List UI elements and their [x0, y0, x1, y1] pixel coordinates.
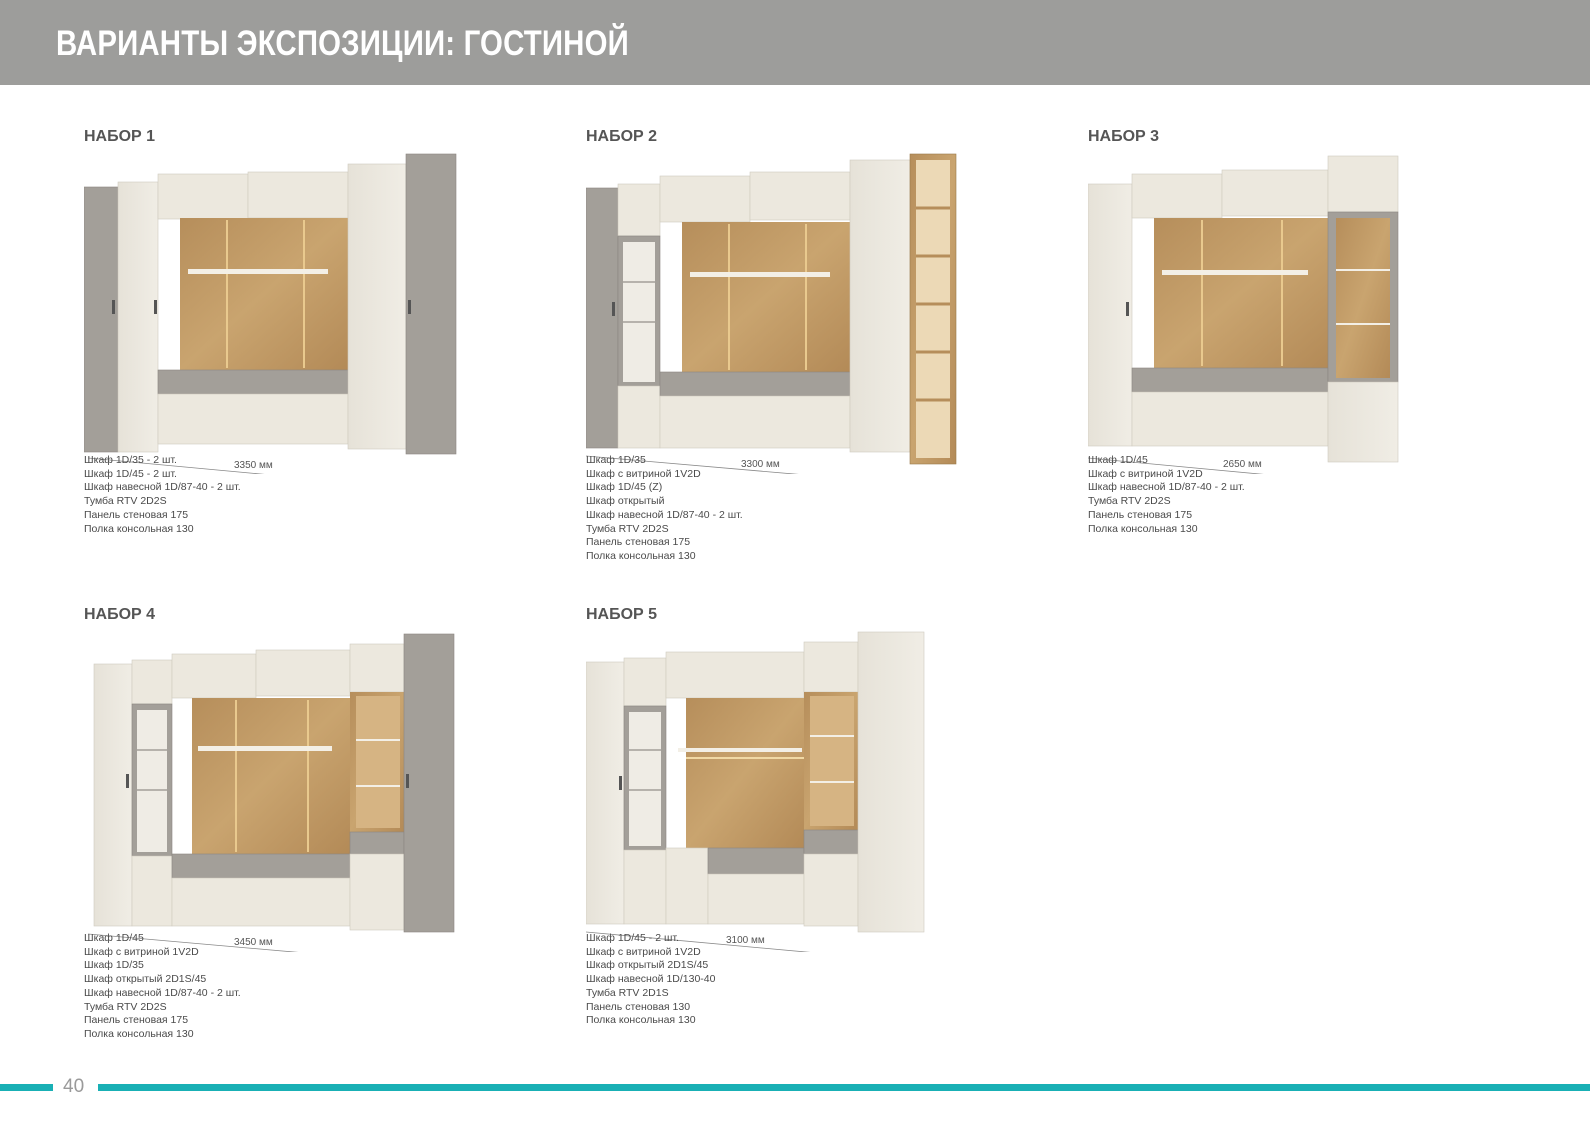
page-header — [0, 0, 1590, 85]
component-list — [586, 932, 716, 1028]
list-item: Тумба RTV 2D2S — [84, 1000, 167, 1013]
list-item: Полка консольная 130 — [84, 522, 194, 535]
dimension-label: 3350 мм — [234, 460, 273, 471]
list-item: Шкаф навесной 1D/87-40 - 2 шт. — [1088, 481, 1245, 494]
list-item: Шкаф навесной 1D/87-40 - 2 шт. — [586, 508, 743, 521]
component-list — [1088, 454, 1245, 536]
list-item: Шкаф 1D/35 — [84, 959, 144, 972]
component-list — [586, 454, 743, 564]
list-item: Панель стеновая 175 — [84, 1014, 189, 1027]
component-list — [84, 932, 241, 1042]
list-item: Шкаф с витриной 1V2D — [1088, 467, 1203, 480]
list-item: Шкаф 1D/45 — [1088, 454, 1148, 466]
set-title: НАБОР 2 — [586, 128, 658, 145]
list-item: Шкаф 1D/45 - 2 шт. — [586, 932, 679, 944]
list-item: Шкаф навесной 1D/130-40 — [586, 973, 716, 986]
list-item: Шкаф с витриной 1V2D — [84, 945, 199, 958]
list-item: Тумба RTV 2D2S — [1088, 495, 1171, 508]
list-item: Шкаф 1D/35 — [586, 454, 646, 466]
list-item: Шкаф 1D/35 - 2 шт. — [84, 454, 177, 466]
list-item: Тумба RTV 2D2S — [84, 495, 167, 508]
list-item: Шкаф 1D/45 — [84, 932, 144, 944]
list-item: Тумба RTV 2D2S — [586, 522, 669, 535]
list-item: Шкаф с витриной 1V2D — [586, 945, 701, 958]
footer-accent-bar — [98, 1084, 1590, 1091]
list-item: Полка консольная 130 — [586, 1014, 696, 1027]
list-item: Шкаф открытый 2D1S/45 — [84, 973, 207, 986]
list-item: Полка консольная 130 — [84, 1027, 194, 1040]
page-title: ВАРИАНТЫ ЭКСПОЗИЦИИ: ГОСТИНОЙ — [56, 24, 629, 63]
list-item: Шкаф с витриной 1V2D — [586, 467, 701, 480]
furniture-set-4-illustration — [84, 630, 474, 952]
list-item: Панель стеновая 175 — [1088, 508, 1193, 521]
set-title: НАБОР 1 — [84, 128, 156, 145]
list-item: Шкаф навесной 1D/87-40 - 2 шт. — [84, 481, 241, 494]
list-item: Шкаф навесной 1D/87-40 - 2 шт. — [84, 986, 241, 999]
list-item: Полка консольная 130 — [586, 549, 696, 562]
set-title: НАБОР 3 — [1088, 128, 1160, 145]
list-item: Шкаф 1D/45 - 2 шт. — [84, 467, 177, 480]
list-item: Панель стеновая 130 — [586, 1000, 691, 1013]
dimension-label: 3450 мм — [234, 937, 273, 948]
list-item: Панель стеновая 175 — [84, 508, 189, 521]
dimension-label: 3100 мм — [726, 935, 765, 946]
list-item: Шкаф 1D/45 (Z) — [586, 481, 663, 494]
list-item: Шкаф открытый 2D1S/45 — [586, 959, 709, 972]
list-item: Шкаф открытый — [586, 495, 665, 508]
dimension-label: 2650 мм — [1223, 459, 1262, 470]
set-title: НАБОР 5 — [586, 606, 658, 623]
furniture-set-3-illustration — [1088, 152, 1418, 474]
list-item: Тумба RTV 2D1S — [586, 986, 669, 999]
set-title: НАБОР 4 — [84, 606, 156, 623]
list-item: Полка консольная 130 — [1088, 522, 1198, 535]
component-list — [84, 454, 241, 536]
furniture-set-1-illustration — [84, 152, 474, 474]
list-item: Панель стеновая 175 — [586, 536, 691, 549]
page-number: 40 — [63, 1076, 85, 1097]
dimension-label: 3300 мм — [741, 459, 780, 470]
footer-accent-bar — [0, 1084, 53, 1091]
furniture-set-5-illustration — [586, 630, 936, 952]
furniture-set-2-illustration — [586, 152, 976, 474]
